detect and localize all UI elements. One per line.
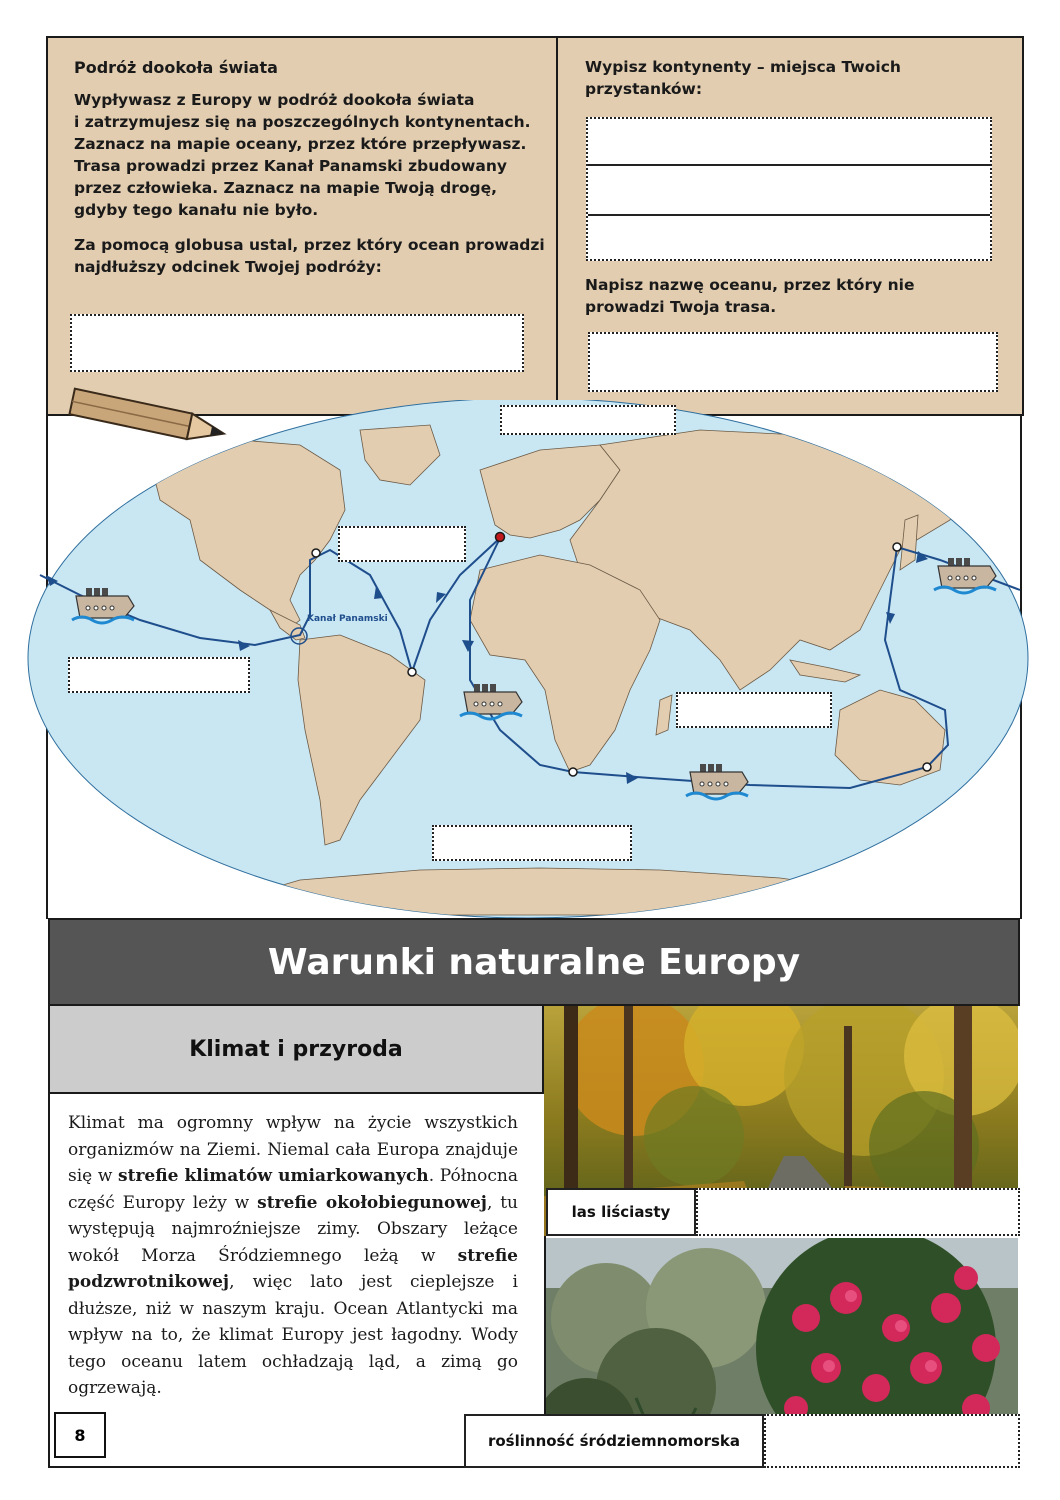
task-intro-line: gdyby tego kanału nie było. [74,201,319,219]
task-intro-line: i zatrzymujesz się na poszczególnych kontynentach. [74,113,531,131]
task-globe-question [74,234,554,278]
answer-line [588,214,990,216]
task-globe-line: Za pomocą globusa ustal, przez który ocean prowadzi [74,236,545,254]
task-continents-line: Wypisz kontynenty – miejsca Twoich [585,58,901,76]
stop-point [893,543,901,551]
continents-answer-field[interactable] [586,117,992,261]
stop-point [569,768,577,776]
task-intro-line: przez człowieka. Zaznacz na mapie Twoją drogę, [74,179,498,197]
task-continents-line: przystanków: [585,80,703,98]
stop-point [408,668,416,676]
answer-line [588,164,990,166]
start-point [496,533,505,542]
paragraph-text: Klimat ma ogromny wpływ na życie wszystkich organizmów na Ziemi. Niemal cała Europa znajduje się w [68,1113,518,1186]
task-intro [74,89,544,221]
deciduous-forest-caption: las liściasty [546,1188,696,1236]
map-label-field-pacific[interactable] [68,657,250,693]
task-ocean-question [585,274,1005,318]
paragraph-bold-term: strefie podzwrotnikowej [68,1245,518,1292]
stop-point [312,549,320,557]
task-intro-line: Wypływasz z Europy w podróż dookoła świata [74,91,475,109]
task-intro-line: Zaznacz na mapie oceany, przez które przepływasz. [74,135,527,153]
task-ocean-line: prowadzi Twoja trasa. [585,298,777,316]
missing-ocean-answer-field[interactable] [588,332,998,392]
panama-canal-label: Kanał Panamski [307,614,388,624]
paragraph-text: , więc lato jest cieplejsze i dłuższe, niż w naszym kraju. Ocean Atlantycki ma wpływ na to, że klimat Europy jest łagodny. Wody tego oceanu latem ochładzają ląd, a zimą go ogrzewają. [68,1272,518,1398]
paragraph-text: , tu występują najmroźniejsze zimy. Obszary leżące wokół Morza Śródziemnego leżą w [68,1192,518,1266]
pencil-icon [60,385,240,455]
section-subtitle: Klimat i przyroda [48,1006,544,1094]
map-label-field-arctic[interactable] [500,405,676,435]
map-label-field-indian[interactable] [676,692,832,728]
task-intro-line: Trasa prowadzi przez Kanał Panamski zbudowany [74,157,507,175]
task-ocean-line: Napisz nazwę oceanu, przez który nie [585,276,915,294]
section-banner: Warunki naturalne Europy [48,918,1020,1006]
paragraph-bold-term: strefie okołobiegunowej [257,1192,487,1213]
stop-point [923,763,931,771]
mediterranean-vegetation-caption: roślinność śródziemnomorska [464,1414,764,1468]
map-label-field-southern[interactable] [432,825,632,861]
task-globe-line: najdłuższy odcinek Twojej podróży: [74,258,382,276]
deciduous-forest-answer-field[interactable] [696,1188,1020,1236]
page-number: 8 [54,1412,106,1458]
map-label-field-atlantic-north[interactable] [338,526,466,562]
paragraph-text: . Północna część Europy leży w [68,1166,518,1213]
paragraph-bold-term: strefie klimatów umiarkowanych [118,1166,429,1186]
task-title: Podróż dookoła świata [74,58,278,77]
longest-ocean-answer-field[interactable] [70,314,524,372]
mediterranean-vegetation-answer-field[interactable] [764,1414,1020,1468]
climate-paragraph [68,1110,518,1402]
task-continents-question [585,56,1005,100]
